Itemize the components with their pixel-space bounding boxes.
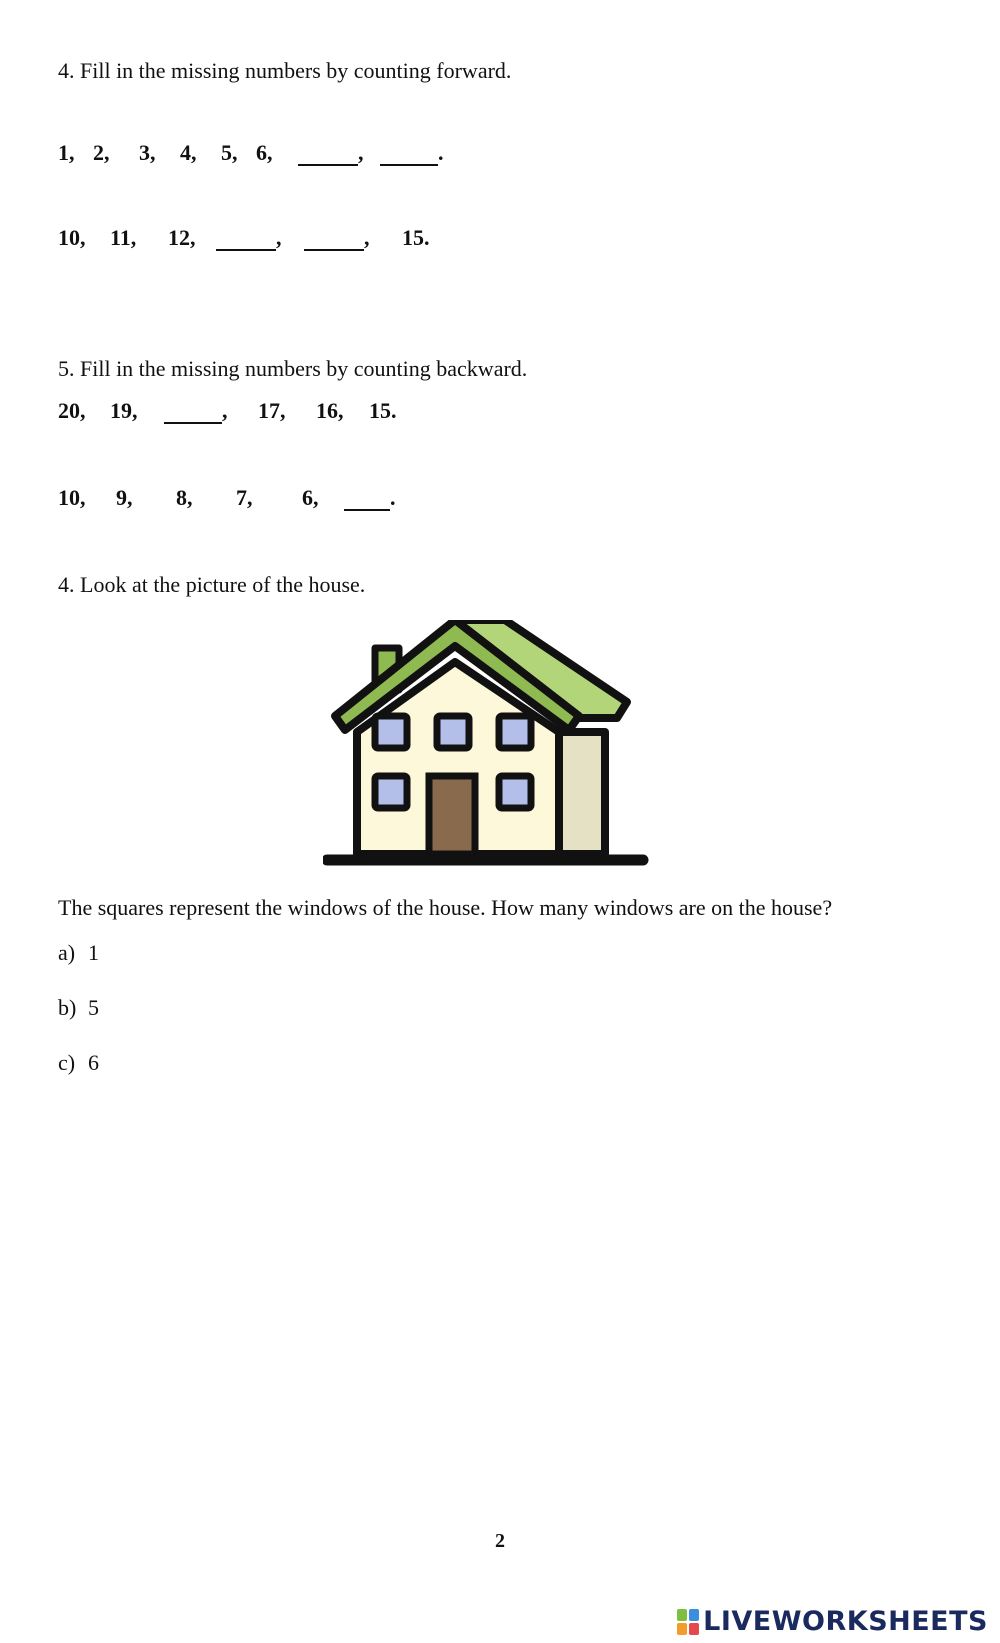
- option-value: 1: [88, 940, 99, 965]
- q4-sequence-row-2: [58, 225, 658, 255]
- option-a[interactable]: [58, 940, 99, 966]
- q5-title: 5. Fill in the missing numbers by counting backward.: [58, 356, 528, 381]
- blank-punctuation: ,: [364, 225, 370, 250]
- q5-sequence-row-2: [58, 485, 658, 515]
- house-illustration: [323, 620, 665, 878]
- window: [499, 716, 531, 748]
- option-value: 6: [88, 1050, 99, 1075]
- house-question-title: 4. Look at the picture of the house.: [58, 572, 366, 597]
- sequence-number: 9,: [116, 485, 133, 510]
- sequence-number: 12,: [168, 225, 196, 250]
- liveworksheets-logo[interactable]: [677, 1606, 988, 1637]
- sequence-number: 3,: [139, 140, 156, 165]
- answer-blank[interactable]: [380, 140, 438, 166]
- house-question-text: The squares represent the windows of the house. How many windows are on the house?: [58, 895, 833, 920]
- sequence-number: 15.: [369, 398, 397, 423]
- window: [437, 716, 469, 748]
- brand-name: LIVEWORKSHEETS: [703, 1606, 988, 1637]
- sequence-number: 19,: [110, 398, 138, 423]
- sequence-number: 10,: [58, 485, 86, 510]
- door: [429, 776, 475, 854]
- sequence-number: 7,: [236, 485, 253, 510]
- sequence-number: 15.: [402, 225, 430, 250]
- option-letter: a): [58, 940, 76, 965]
- option-b[interactable]: [58, 995, 99, 1021]
- sequence-number: 8,: [176, 485, 193, 510]
- answer-blank[interactable]: [304, 225, 364, 251]
- q4-title: 4. Fill in the missing numbers by counting forward.: [58, 58, 512, 83]
- blank-punctuation: .: [438, 140, 444, 165]
- sequence-number: 11,: [110, 225, 137, 250]
- sequence-number: 1,: [58, 140, 75, 165]
- sequence-number: 6,: [256, 140, 273, 165]
- sequence-number: 4,: [180, 140, 197, 165]
- blank-punctuation: ,: [276, 225, 282, 250]
- brand-grid-icon: [677, 1609, 699, 1635]
- answer-blank[interactable]: [164, 398, 222, 424]
- side-wall: [559, 732, 605, 854]
- q4-sequence-row-1: [58, 140, 658, 170]
- sequence-number: 16,: [316, 398, 344, 423]
- window: [375, 776, 407, 808]
- window: [375, 716, 407, 748]
- blank-punctuation: ,: [358, 140, 364, 165]
- answer-blank[interactable]: [216, 225, 276, 251]
- sequence-number: 10,: [58, 225, 86, 250]
- q5-sequence-row-1: [58, 398, 658, 428]
- page-number: 2: [495, 1530, 505, 1552]
- sequence-number: 17,: [258, 398, 286, 423]
- option-value: 5: [88, 995, 99, 1020]
- option-c[interactable]: [58, 1050, 99, 1076]
- sequence-number: 2,: [93, 140, 110, 165]
- blank-punctuation: .: [390, 485, 396, 510]
- sequence-number: 6,: [302, 485, 319, 510]
- sequence-number: 5,: [221, 140, 238, 165]
- option-letter: c): [58, 1050, 76, 1075]
- blank-punctuation: ,: [222, 398, 228, 423]
- sequence-number: 20,: [58, 398, 86, 423]
- answer-blank[interactable]: [344, 485, 390, 511]
- house-icon: [323, 620, 665, 878]
- answer-blank[interactable]: [298, 140, 358, 166]
- window: [499, 776, 531, 808]
- option-letter: b): [58, 995, 77, 1020]
